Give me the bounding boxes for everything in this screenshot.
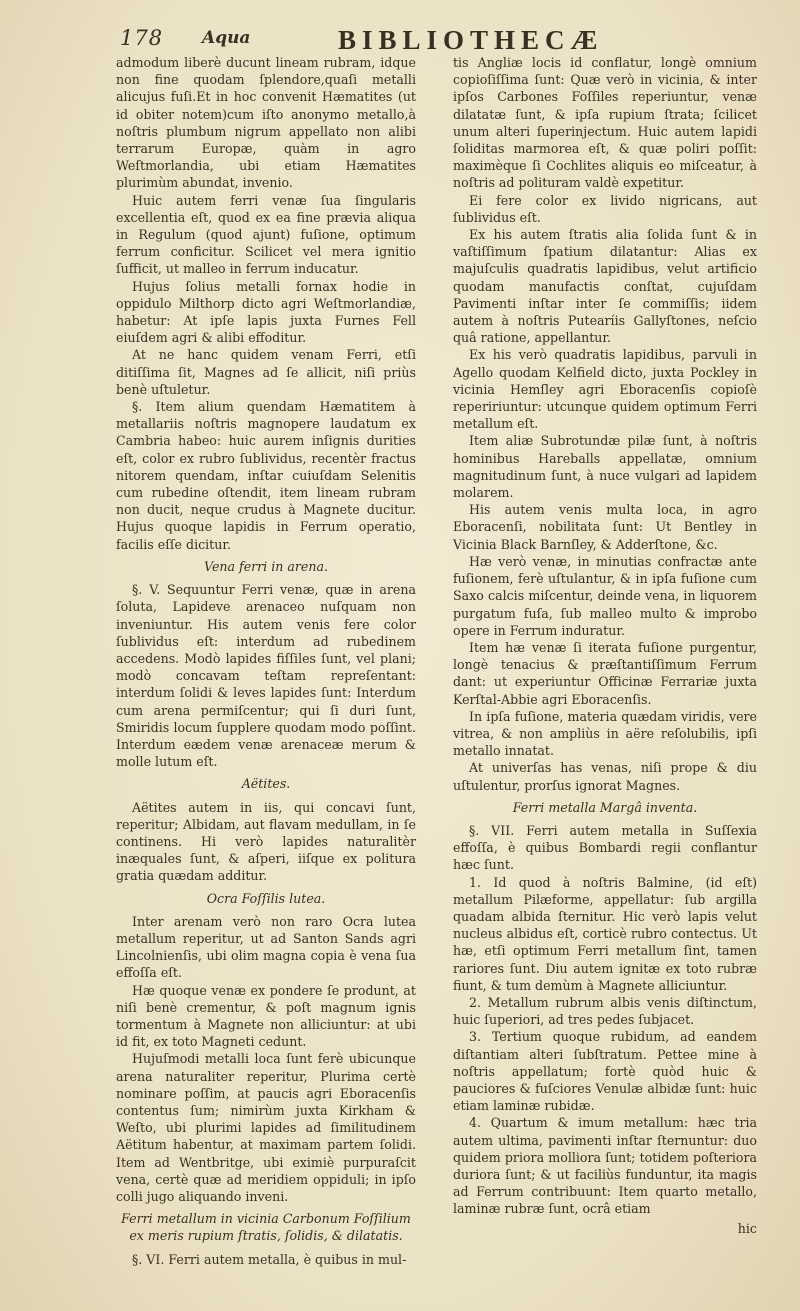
paragraph: 4. Quartum & imum metallum: hæc tria autem ultima, pavimenti inſtar ſternuntur: duo quidem priora molliora ſunt; totidem poſteriora duriora ſunt; & ut faciliùs funduntur, ita magis ad Ferrum contribuunt: Item quarto metallo, laminæ rubræ ſunt, ocrâ etiam xyxy=(453,1115,757,1217)
paragraph: §. VI. Ferri autem metalla, è quibus in mul- xyxy=(132,1251,407,1267)
paragraph: Hujus ſolius metalli fornax hodie in oppidulo Milthorp dicto agri Weſtmorlandiæ, habetur: At ipſe lapis juxta Furnes Fell eiuſdem agri & alibi effoditur. xyxy=(116,278,416,346)
paragraph: tis Angliæ locis id conflatur, longè omnium copioſiſſima ſunt: Quæ verò in vicinia, & inter ipſos Carbones Foſſiles reperiuntur, venæ dilatatæ ſunt, & ipſa rupium ſtrata; ſcilicet unum alteri ſuperinjectum. Huic autem lapidi ſoliditas marmorea eſt, & quæ poliri poſſit: maximèque ſi Cochlites aliquis eo miſceatur, à noſtris ad polituram valdè expetitur. xyxy=(453,55,757,191)
paragraph: At ne hanc quidem venam Ferri, etſi ditiſſima ſit, Magnes ad ſe allicit, niſi priùs benè uſtuletur. xyxy=(116,347,416,397)
right-text-column xyxy=(453,54,757,1237)
paragraph: At univerſas has venas, niſi prope & diu uſtulentur, prorſus ignorat Magnes. xyxy=(453,760,757,793)
paragraph: §. Item alium quendam Hæmatitem à metallariis noſtris magnopere laudatum ex Cambria habeo: huic aurem inſignis durities eſt, color ex rubro ſublividus, recentèr fractus nitorem quendam, inſtar cuiuſdam Selenitis cum rubedine oſtendit, item lineam rubram non ducit, neque crudus à Magnete ducitur. Hujus quoque lapidis in Ferrum operatio, facilis eſſe dicitur. xyxy=(116,399,416,552)
paragraph: 3. Tertium quoque rubidum, ad eandem diſtantiam alteri ſubſtratum. Pettee mine à noſtris appellatum; fortè quòd huic & pauciores & fuſciores Venulæ albidæ ſunt: huic etiam laminæ rubidæ. xyxy=(453,1029,757,1114)
paragraph: 1. Id quod à noſtris Balmine, (id eſt) metallum Pilæforme, appellatur: ſub argilla quadam albida ſternitur. Hic verò lapis velut nucleus albidus eſt, corticè rubro contectus. Ut hæ, etſi optimum Ferri metallum ſint, tamen rariores ſunt. Diu autem ignitæ ex toto rubræ fiunt, & tum demùm à Magnete alliciuntur. xyxy=(453,874,757,993)
paragraph: 2. Metallum rubrum albis venis diſtinctum, huic ſuperiori, ad tres pedes ſubjacet. xyxy=(453,994,757,1028)
paragraph: Hujuſmodi metalli loca ſunt ferè ubicunque arena naturaliter reperitur, Plurima certè nominare poſſim, at paucis agri Eboracenſis contentus ſum; nimirùm juxta Kirkham & Weſto, ubi plurimi lapides ad ſimilitudinem Aëtitum habentur, at maximam partem ſolidi. Item ad Wentbritge, ubi eximiè purpuraſcit vena, certè quæ ad meridiem oppiduli; in ipſo colli jugo aliquando inveni. xyxy=(116,1051,416,1204)
running-title: BIBLIOTHECÆ xyxy=(338,25,604,55)
paragraph: His autem venis multa loca, in agro Eboracenſi, nobilitata ſunt: Ut Bentley in Vicinia Black Barnſley, & Adderſtone, &c. xyxy=(453,502,757,552)
paragraph: Hæ quoque venæ ex pondere ſe produnt, at niſi benè crementur, & poſt magnum ignis tormentum à Magnete non alliciuntur: at ubi id fit, ex toto Magneti cedunt. xyxy=(116,982,416,1050)
section-subheading: Ferri metalla Margâ inventa. xyxy=(512,799,698,815)
paragraph: Huic autem ferri venæ ſua ſingularis excellentia eſt, quod ex ea fine prævia aliqua in Regulum (quod ajunt) fuſione, optimum ferrum conficitur. Scilicet vel mera ignitio ſufficit, ut malleo in ferrum inducatur. xyxy=(116,192,416,277)
section-subheading: Aëtites. xyxy=(241,776,291,792)
paragraph: Aëtites autem in iis, qui concavi ſunt, reperitur; Albidam, aut flavam medullam, in ſe continens. Hi verò lapides naturalitèr inæquales ſunt, & aſperi, iiſque ex politura gratia quædam additur. xyxy=(116,799,416,884)
section-subheading: Ferri metallum in vicinia Carbonum Foſſilium ex meris rupium ſtratis, ſolidis, & dilatatis. xyxy=(121,1211,411,1244)
section-subheading: Vena ferri in arena. xyxy=(204,558,328,574)
paragraph: admodum liberè ducunt lineam rubram, idque non fine quodam ſplendore,quaſi metalli alicujus fuſi.Et in hoc convenit Hæmatites (ut id obiter notem)cum iſto anonymo metallo,à noſtris plumbum nigrum appellato non alibi terrarum Europæ, quàm in agro Weſtmorlandia, ubi etiam Hæmatites plurimùm abundat, invenio. xyxy=(116,55,416,191)
paragraph: Item hæ venæ ſi iterata fuſione purgentur, longè tenacius & præſtantiſſimum Ferrum dant: ut experiuntur Officinæ Ferrariæ juxta Kerſtal-Abbie agri Eboracenſis. xyxy=(453,639,757,707)
paragraph: Ei fere color ex livido nigricans, aut ſublividus eſt. xyxy=(453,192,757,225)
running-catchword: Aqua xyxy=(202,28,251,48)
paragraph: In ipſa fuſione, materia quædam viridis, vere vitrea, & non ampliùs in aëre reſolubilis, ipſi metallo innatat. xyxy=(453,708,757,759)
page-number: 178 xyxy=(120,26,164,50)
paragraph: Ex his verò quadratis lapidibus, parvuli in Agello quodam Kelfield dicto, juxta Pockley in vicinia Hemſley agri Eboracenſis copioſè repeririuntur: utcunque quidem optimum Ferri metallum eſt. xyxy=(453,347,757,432)
left-text-column xyxy=(116,54,416,1268)
paragraph: Hæ verò venæ, in minutias confractæ ante fuſionem, ferè uſtulantur, & in ipſa fuſione cum Saxo calcis miſcentur, deinde vena, in liquorem purgatum fuſa, ſub malleo multo & improbo opere in Ferrum induratur. xyxy=(453,553,757,638)
paragraph: Ex his autem ſtratis alia ſolida ſunt & in vaſtiſſimum ſpatium dilatantur: Alias ex majuſculis quadratis lapidibus, velut artificio quodam manufactis conſtat, cujuſdam Pavimenti inſtar inter ſe commiſſis; iidem autem à noſtris Putearíis Gallyſtones, neſcio quâ ratione, appellantur. xyxy=(453,227,757,346)
paragraph: §. V. Sequuntur Ferri venæ, quæ in arena ſoluta, Lapideve arenaceo nuſquam non inveniuntur. His autem venis fere color ſublividus eſt: interdum ad rubedinem accedens. Modò lapides fiſſiles ſunt, vel plani; modò concavam teſtam repreſentant: interdum ſolidi & leves lapides ſunt: Interdum cum arena permiſcentur; qui ſi duri ſunt, Smiridis locum ſupplere quodam modo poſſint. Interdum eædem venæ arenaceæ merum & molle lutum eſt. xyxy=(116,582,416,770)
running-header xyxy=(114,22,714,55)
catchword: hic xyxy=(737,1220,757,1236)
paragraph: Inter arenam verò non raro Ocra lutea metallum reperitur, ut ad Santon Sands agri Lincolnienſis, ubi olim magna copia è vena ſua effoſſa eſt. xyxy=(116,913,416,981)
section-subheading: Ocra Foſſilis lutea. xyxy=(206,890,326,906)
paragraph: §. VII. Ferri autem metalla in Suſſexia effoſſa, è quibus Bombardi regii conflantur hæc ſunt. xyxy=(453,822,757,873)
paragraph: Item aliæ Subrotundæ pilæ ſunt, à noſtris hominibus Hareballs appellatæ, omnium magnitudinum ſunt, à nuce vulgari ad lapidem molarem. xyxy=(453,433,757,501)
